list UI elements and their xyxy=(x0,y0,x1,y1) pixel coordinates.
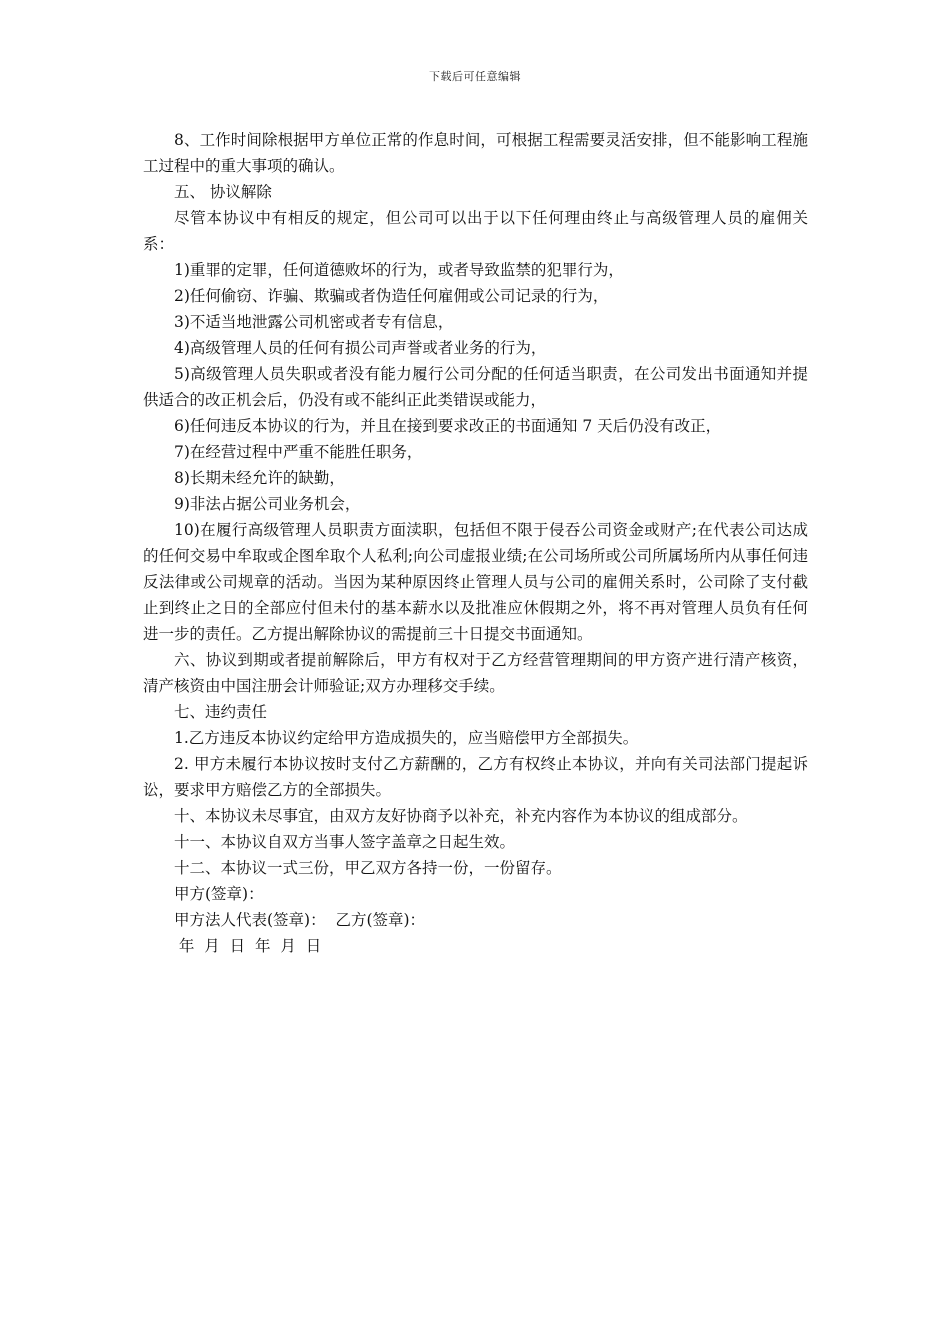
termination-item-2: 2)任何偷窃、诈骗、欺骗或者伪造任何雇佣或公司记录的行为， xyxy=(174,287,609,305)
clause-8-work-hours: 8、工作时间除根据甲方单位正常的作息时间，可根据工程需要灵活安排，但不能影响工程施工过程中的重大事项的确认。 xyxy=(143,131,808,175)
termination-item-7: 7)在经营过程中严重不能胜任职务， xyxy=(174,443,423,461)
liability-item-1: 1.乙方违反本协议约定给甲方造成损失的，应当赔偿甲方全部损失。 xyxy=(174,729,639,747)
termination-item-5: 5)高级管理人员失职或者没有能力履行公司分配的任何适当职责，在公司发出书面通知并提供适合的改正机会后，仍没有或不能纠正此类错误或能力， xyxy=(143,365,808,409)
section-12-copies: 十二、本协议一式三份，甲乙双方各持一份，一份留存。 xyxy=(174,859,562,877)
termination-item-9: 9)非法占据公司业务机会， xyxy=(174,495,361,513)
termination-intro: 尽管本协议中有相反的规定，但公司可以出于以下任何理由终止与高级管理人员的雇佣关系： xyxy=(143,209,808,253)
termination-item-8: 8)长期未经允许的缺勤， xyxy=(174,469,345,487)
termination-item-6: 6)任何违反本协议的行为，并且在接到要求改正的书面通知 7 天后仍没有改正， xyxy=(174,417,722,435)
legal-rep-signature-line: 甲方法人代表(签章)： 乙方(签章)： xyxy=(174,911,426,929)
date-line: 年 月 日 年 月 日 xyxy=(174,937,322,955)
termination-item-4: 4)高级管理人员的任何有损公司声誉或者业务的行为， xyxy=(174,339,547,357)
section-10-supplement: 十、本协议未尽事宜，由双方友好协商予以补充，补充内容作为本协议的组成部分。 xyxy=(174,807,748,825)
liability-item-2: 2. 甲方未履行本协议按时支付乙方薪酬的，乙方有权终止本协议，并向有关司法部门提起诉讼，要求甲方赔偿乙方的全部损失。 xyxy=(143,755,808,799)
section-5-heading: 五、 协议解除 xyxy=(174,183,272,201)
section-6-audit: 六、协议到期或者提前解除后，甲方有权对于乙方经营管理期间的甲方资产进行清产核资，清产核资由中国注册会计师验证;双方办理移交手续。 xyxy=(143,651,808,695)
party-a-signature: 甲方(签章)： xyxy=(174,885,264,903)
section-11-effective: 十一、本协议自双方当事人签字盖章之日起生效。 xyxy=(174,833,516,851)
termination-item-10: 10)在履行高级管理人员职责方面渎职，包括但不限于侵吞公司资金或财产;在代表公司达成的任何交易中牟取或企图牟取个人私利;向公司虚报业绩;在公司场所或公司所属场所内从事任何违反法律或公司规章的活动。当因为某种原因终止管理人员与公司的雇佣关系时，公司除了支付截止到终止之日的全部应付但未付的基本薪水以及批准应休假期之外，将不再对管理人员负有任何进一步的责任。乙方提出解除协议的需提前三十日提交书面通知。 xyxy=(143,521,808,643)
document-body xyxy=(143,127,808,959)
termination-item-3: 3)不适当地泄露公司机密或者专有信息， xyxy=(174,313,454,331)
section-7-heading: 七、违约责任 xyxy=(174,703,268,721)
termination-item-1: 1)重罪的定罪，任何道德败坏的行为，或者导致监禁的犯罪行为， xyxy=(174,261,624,279)
page-header: 下载后可任意编辑 xyxy=(429,70,521,83)
